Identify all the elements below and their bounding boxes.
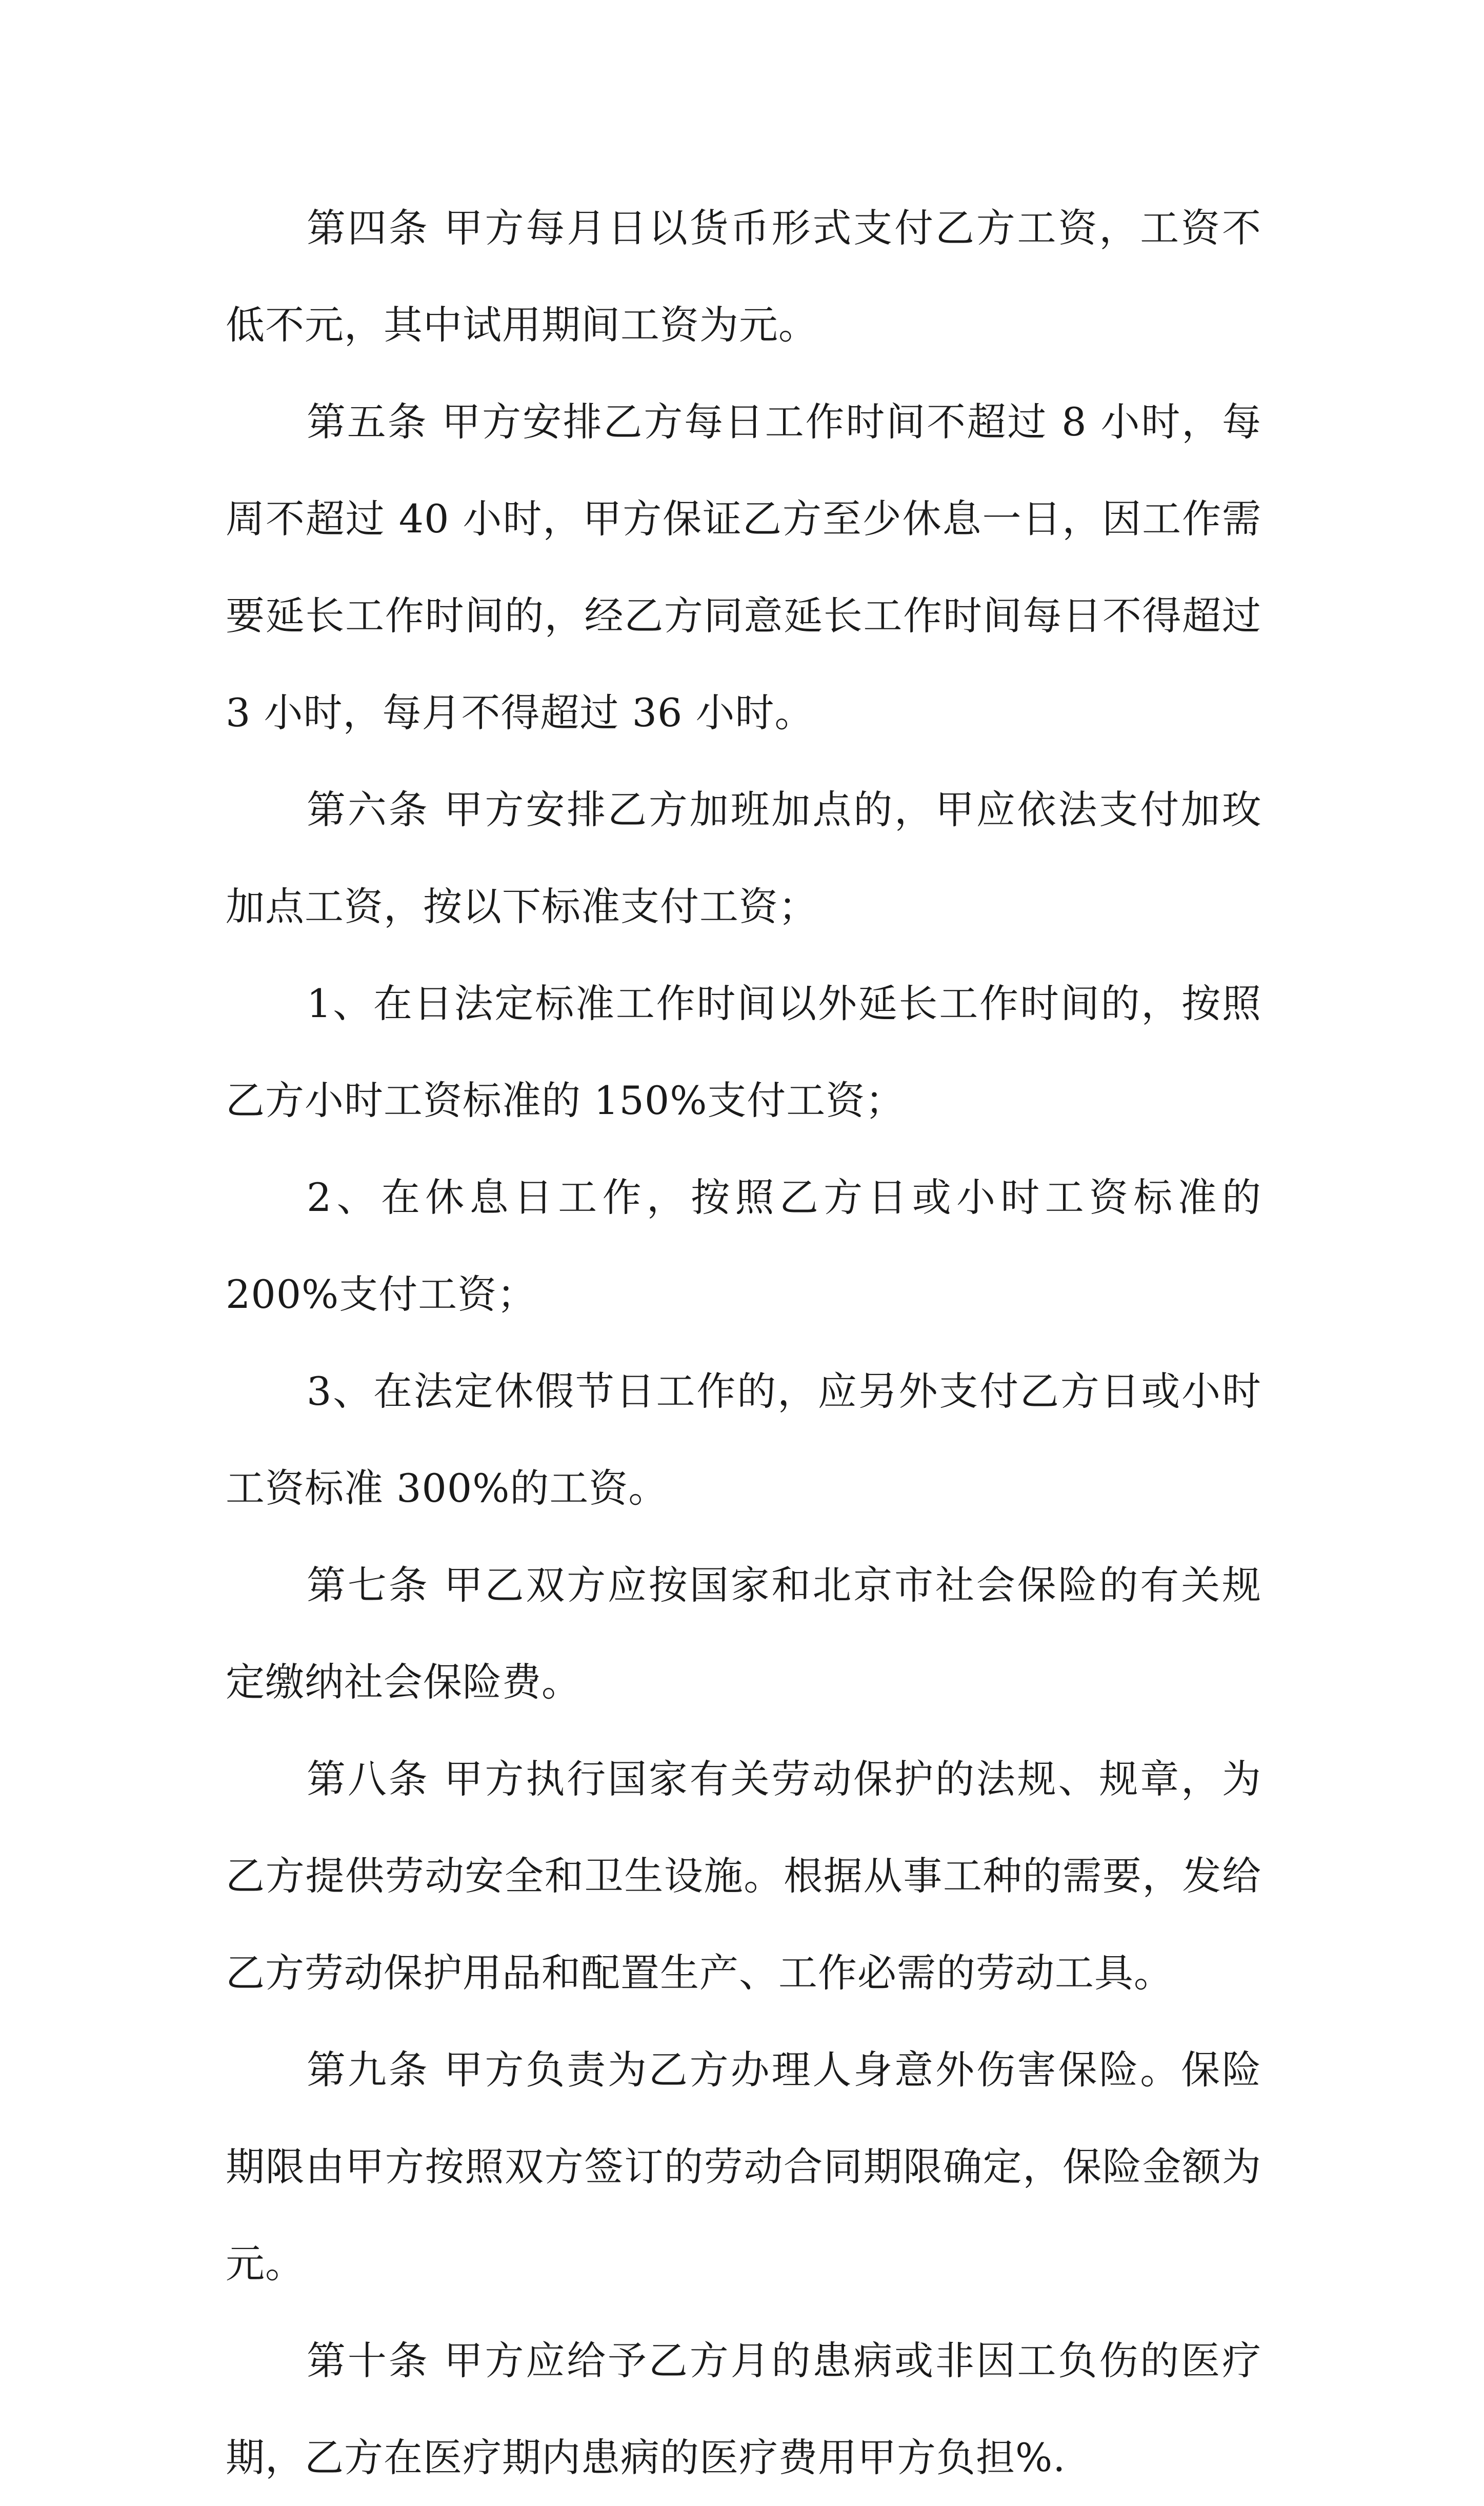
- document-body: [226, 180, 1261, 2506]
- paragraph-article-4: 第四条 甲方每月日以货币形式支付乙方工资，工资不低不元，其中试用期间工资为元。: [226, 205, 1261, 348]
- paragraph-article-6-item-1: 1、在日法定标准工作时间以外延长工作时间的，按照乙方小时工资标准的 150%支付工资；: [226, 981, 1261, 1123]
- paragraph-article-5: 第五条 甲方安排乙方每日工作时间不超过 8 小时，每周不超过 40 小时，甲方保证乙方至少休息一日，因工作需要延长工作时间的，经乙方同意延长工作时间每日不得超过 3 小时，每月不得超过 36 小时。: [226, 399, 1261, 735]
- paragraph-article-10: 第十条 甲方应给予乙方月的患病或非因工负伤的医疗期，乙方在医疗期内患病的医疗费用甲方负担%.: [226, 2338, 1261, 2480]
- paragraph-article-9: 第九条 甲方负责为乙方办理人身意外伤害保险。保险期限由甲方按照双方签订的劳动合同期限确定，保险金额为元。: [226, 2047, 1261, 2286]
- paragraph-article-6-item-2: 2、在休息日工作，按照乙方日或小时工资标准的 200%支付工资；: [226, 1175, 1261, 1317]
- paragraph-article-6: 第六条 甲方安排乙方加班加点的，甲应依法支付加玫加点工资，按以下标准支付工资；: [226, 787, 1261, 929]
- paragraph-article-8: 第八条 甲方执行国家有关劳动保护的法规、规章，为乙方提供劳动安全和卫生设施。根据从事工种的需要，发给乙方劳动保护用品和配置生产、工作必需的劳动工具。: [226, 1756, 1261, 1996]
- paragraph-article-6-item-3: 3、在法定休假节日工作的，应另外支付乙方日或小时工资标准 300%的工资。: [226, 1368, 1261, 1511]
- paragraph-article-7: 第七条 甲乙双方应按国家和北京市社会保险的有关规定缴纳社会保险费。: [226, 1562, 1261, 1705]
